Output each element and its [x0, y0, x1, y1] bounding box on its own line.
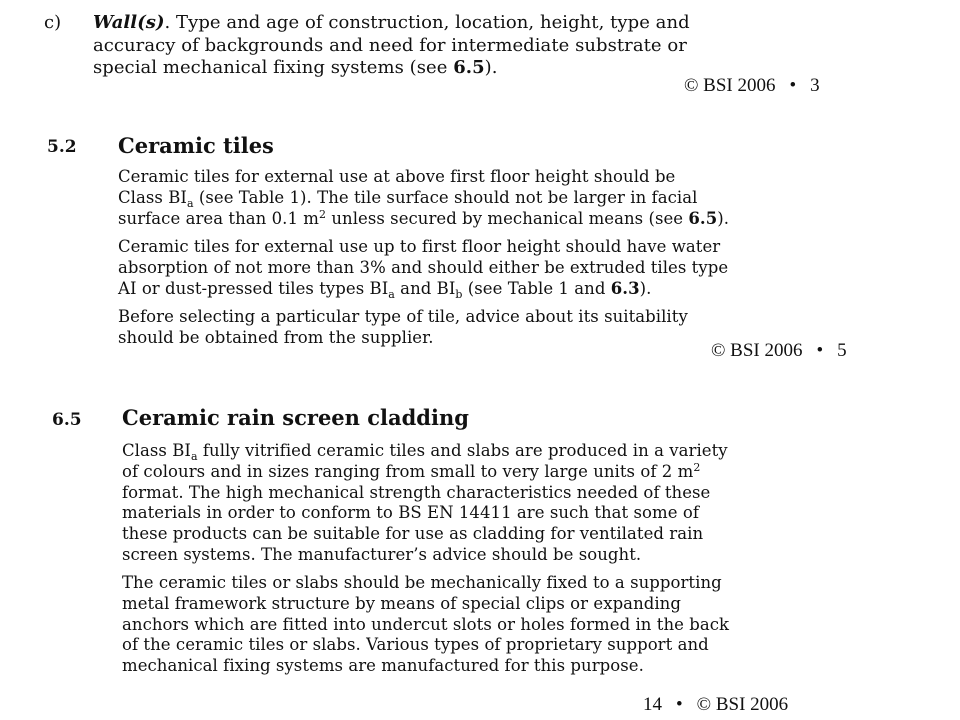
footer-page-14: 14 • © BSI 2006 — [643, 694, 789, 715]
item-c-text: Wall(s). Type and age of construction, location, height, type and accuracy of backgrounds and need for intermediate substrate or special mechanical fixing systems (see 6.5). — [93, 12, 690, 78]
footer-page-3: © BSI 2006 • 3 — [684, 75, 820, 96]
sec65-paragraph-1: Class $BI_a$ fully vitrified ceramic tiles and slabs are produced in a variety of colours and in sizes ranging from small to very large units of 2 $m^2$ format. The high mechanical strength characteristics needed of these materials in order to conform to BS EN 14411 are such that some of these products can be suitable for use as cladding for ventilated rain screen systems. The manufacturer’s advice should be sought. — [122, 441, 728, 564]
sec52-paragraph-3: Before selecting a particular type of tile, advice about its suitability should be obtained from the supplier. — [118, 307, 688, 347]
sec65-paragraph-2: The ceramic tiles or slabs should be mechanically fixed to a supporting metal framework structure by means of special clips or expanding anchors which are fitted into undercut slots or holes formed in the back of the ceramic tiles or slabs. Various types of proprietary support and mechanical fixing systems are manufactured for this purpose. — [122, 573, 730, 676]
section-title-ceramic-tiles: Ceramic tiles — [118, 133, 274, 158]
footer-page-5: © BSI 2006 • 5 — [711, 340, 847, 361]
section-title-rain-screen: Ceramic rain screen cladding — [122, 405, 469, 430]
section-number-5-2: 5.2 — [47, 137, 77, 157]
sec52-paragraph-2: Ceramic tiles for external use up to first floor height should have water absorption of not more than 3% and should either be extruded tiles type AI or dust-pressed tiles types $BI_a$ and $BI_b$ (see Table 1 and 6.3). — [118, 237, 729, 301]
sec52-paragraph-1: Ceramic tiles for external use at above first floor height should be Class $BI_a$ (see Table 1). The tile surface should not be larger in facial surface area than 0.1 $m^2$ unless secured by mechanical means (see 6.5). — [118, 167, 730, 228]
item-c-title: Wall(s) — [93, 12, 165, 33]
item-c-label: c) — [44, 12, 62, 33]
section-number-6-5: 6.5 — [52, 410, 82, 430]
